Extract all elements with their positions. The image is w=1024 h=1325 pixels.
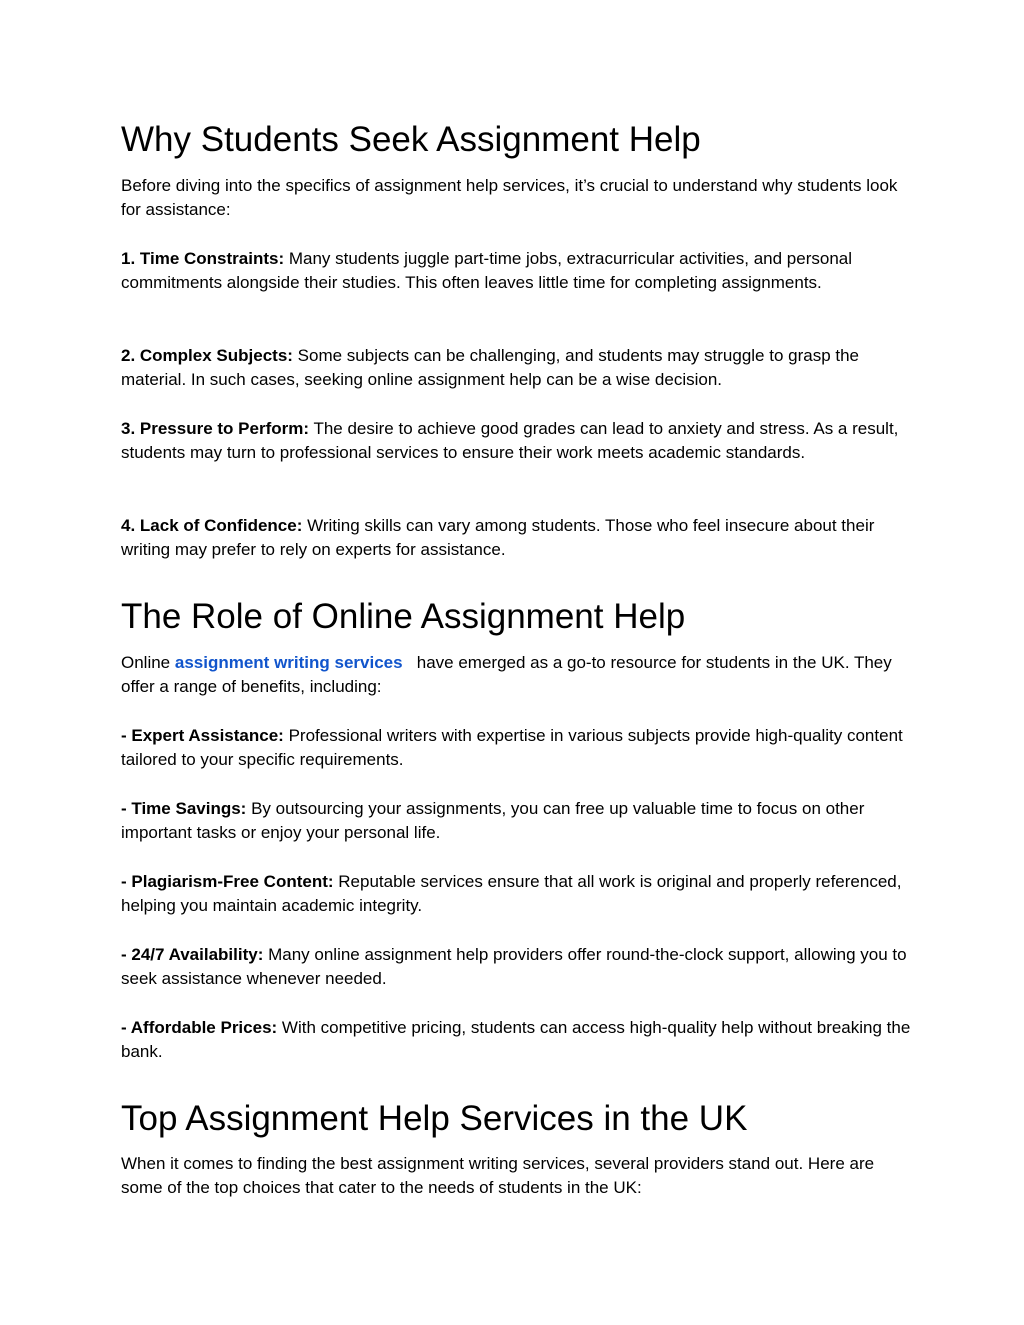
benefit-item-expert-assistance (121, 724, 911, 773)
intro-text-before: Online (121, 653, 175, 672)
assignment-writing-services-link[interactable]: assignment writing services (174, 653, 403, 672)
item-label: - 24/7 Availability: (121, 945, 264, 964)
benefit-item-affordable-prices (121, 1016, 911, 1065)
item-label: 1. Time Constraints: (121, 249, 285, 268)
intro-paragraph-why: Before diving into the specifics of assignment help services, it’s crucial to understand why students look for assistance: (121, 176, 898, 220)
item-label: - Affordable Prices: (121, 1018, 278, 1037)
item-label: - Expert Assistance: (121, 726, 284, 745)
section-heading-role: The Role of Online Assignment Help (121, 597, 686, 636)
item-text: Some subjects can be challenging, and students may struggle to grasp the material. In such cases, seeking online assignment help can be a wise decision. (121, 346, 860, 390)
list-item-time-constraints (121, 247, 911, 296)
item-label: - Plagiarism-Free Content: (121, 872, 334, 891)
item-text: By outsourcing your assignments, you can free up valuable time to focus on other important tasks or enjoy your personal life. (121, 799, 865, 843)
item-text: With competitive pricing, students can access high-quality help without breaking the bank. (121, 1018, 911, 1062)
benefit-item-plagiarism-free (121, 870, 911, 919)
list-item-complex-subjects (121, 344, 911, 393)
item-text: Professional writers with expertise in various subjects provide high-quality content tailored to your specific requirements. (121, 726, 903, 770)
list-item-lack-of-confidence (121, 514, 911, 563)
intro-paragraph-role (121, 651, 911, 700)
section-heading-top: Top Assignment Help Services in the UK (121, 1099, 748, 1138)
item-text: Many online assignment help providers offer round-the-clock support, allowing you to seek assistance whenever needed. (121, 945, 907, 989)
intro-text-after: have emerged as a go-to resource for students in the UK. They offer a range of benefits, including: (121, 653, 897, 697)
item-label: 4. Lack of Confidence: (121, 516, 303, 535)
section-heading-why: Why Students Seek Assignment Help (121, 120, 701, 159)
item-label: 2. Complex Subjects: (121, 346, 293, 365)
item-text: The desire to achieve good grades can lead to anxiety and stress. As a result, students may turn to professional services to ensure their work meets academic standards. (121, 419, 899, 463)
item-label: 3. Pressure to Perform: (121, 419, 310, 438)
item-text: Writing skills can vary among students. Those who feel insecure about their writing may prefer to rely on experts for assistance. (121, 516, 875, 560)
item-label: - Time Savings: (121, 799, 247, 818)
benefit-item-time-savings (121, 797, 911, 846)
item-text: Reputable services ensure that all work is original and properly referenced, helping you maintain academic integrity. (121, 872, 902, 916)
intro-paragraph-top: When it comes to finding the best assignment writing services, several providers stand out. Here are some of the top choices that cater to the needs of students in the UK: (121, 1154, 875, 1198)
item-text: Many students juggle part-time jobs, extracurricular activities, and personal commitments alongside their studies. This often leaves little time for completing assignments. (121, 249, 853, 293)
list-item-pressure-to-perform (121, 417, 911, 466)
benefit-item-availability (121, 943, 911, 992)
